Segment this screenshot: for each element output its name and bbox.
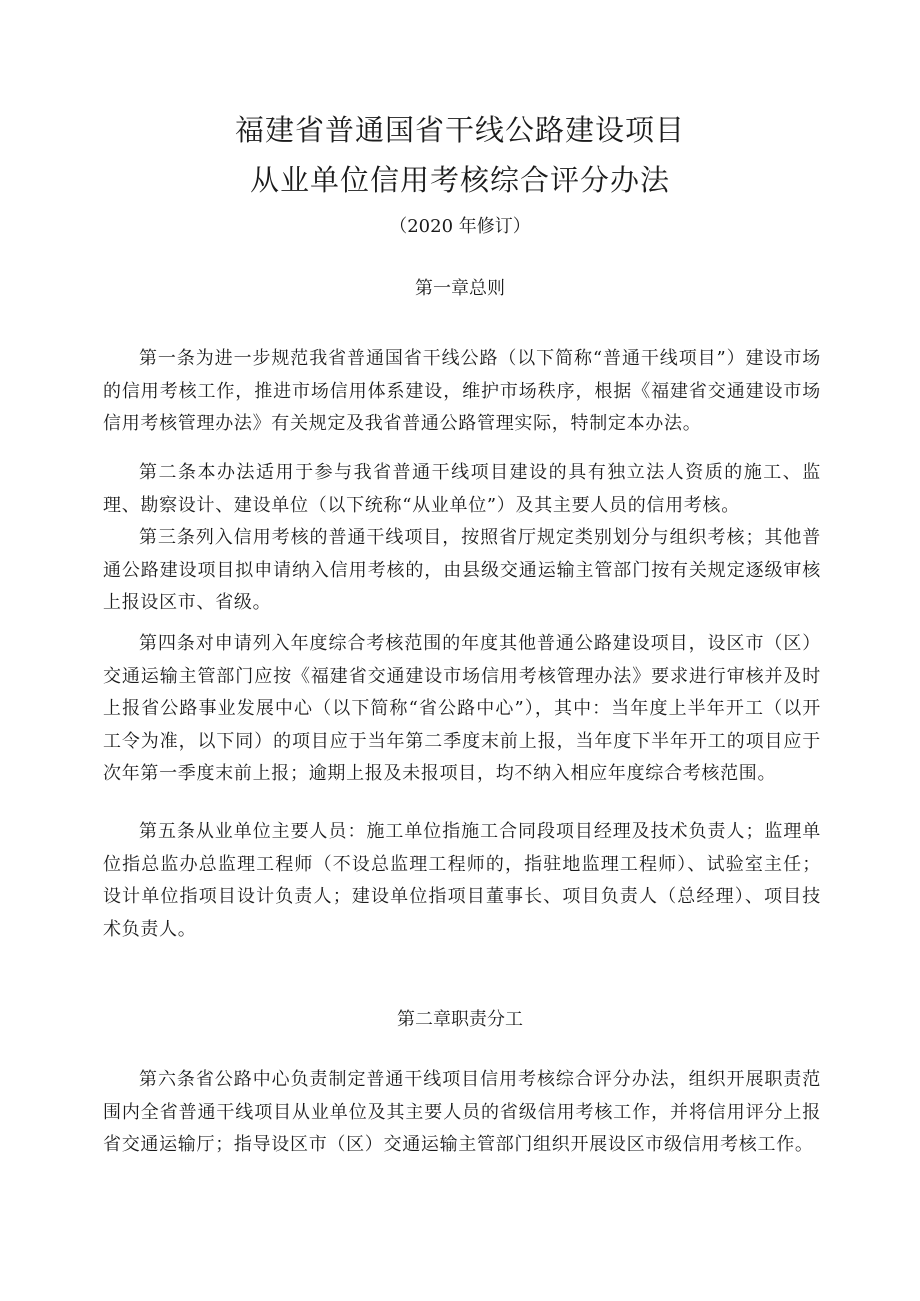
- document-title-line-1: 福建省普通国省干线公路建设项目: [234, 113, 685, 147]
- chapter-2-heading: 第二章职责分工: [397, 1009, 523, 1030]
- article-1: 第一条为进一步规范我省普通国省干线公路（以下简称“普通干线项目”）建设市场的信用考核工作，推进市场信用体系建设，维护市场秩序，根据《福建省交通建设市场信用考核管理办法》有关规定及我省普通公路管理实际，特制定本办法。: [103, 348, 821, 434]
- article-4: 第四条对申请列入年度综合考核范围的年度其他普通公路建设项目，设区市（区）交通运输主管部门应按《福建省交通建设市场信用考核管理办法》要求进行审核并及时上报省公路事业发展中心（以下简称“省公路中心”），其中：当年度上半年开工（以开工令为准，以下同）的项目应于当年第二季度末前上报，当年度下半年开工的项目应于次年第一季度末前上报；逾期上报及未报项目，均不纳入相应年度综合考核范围。: [103, 633, 821, 784]
- chapter-1-heading: 第一章总则: [415, 278, 505, 299]
- article-5: 第五条从业单位主要人员：施工单位指施工合同段项目经理及技术负责人；监理单位指总监办总监理工程师（不设总监理工程师的，指驻地监理工程师）、试验室主任；设计单位指项目设计负责人；建设单位指项目董事长、项目负责人（总经理）、项目技术负责人。: [103, 821, 821, 940]
- document-title-line-2: 从业单位信用考核综合评分办法: [249, 163, 670, 197]
- revision-note: （2020 年修订）: [389, 216, 531, 237]
- article-3: 第三条列入信用考核的普通干线项目，按照省厅规定类别划分与组织考核；其他普通公路建设项目拟申请纳入信用考核的，由县级交通运输主管部门按有关规定逐级审核上报设区市、省级。: [103, 527, 821, 613]
- article-6: 第六条省公路中心负责制定普通干线项目信用考核综合评分办法，组织开展职责范围内全省普通干线项目从业单位及其主要人员的省级信用考核工作，并将信用评分上报省交通运输厅；指导设区市（区）交通运输主管部门组织开展设区市级信用考核工作。: [103, 1069, 821, 1155]
- article-2: 第二条本办法适用于参与我省普通干线项目建设的具有独立法人资质的施工、监理、勘察设计、建设单位（以下统称“从业单位”）及其主要人员的信用考核。: [103, 462, 821, 516]
